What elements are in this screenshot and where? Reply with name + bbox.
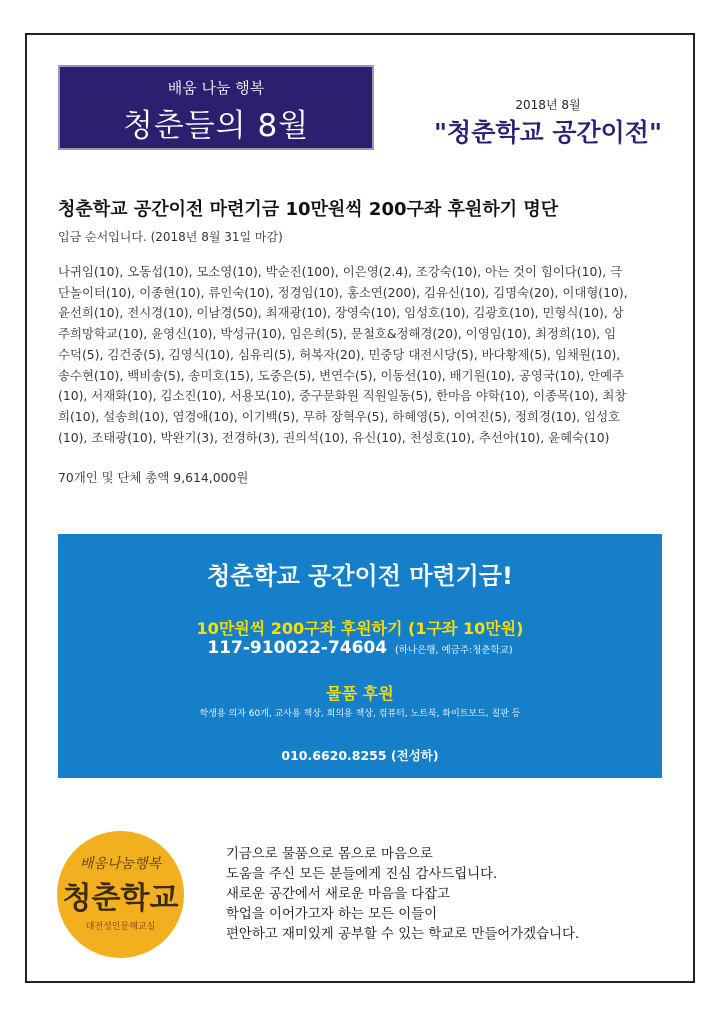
date-label: 2018년 8월 <box>515 98 581 112</box>
donation-call: 10만원씩 200구좌 후원하기 (1구좌 10만원) <box>196 619 524 638</box>
donor-line: 단놀이터(10), 이종현(10), 류인숙(10), 정경임(10), 홍소연(200), 김유신(10), 김명숙(20), 이대형(10), <box>58 284 628 300</box>
title-banner <box>58 65 374 150</box>
thanks-line: 기금으로 물품으로 몸으로 마음으로 <box>226 847 433 862</box>
thanks-message <box>226 845 686 945</box>
goods-list: 학생용 의자 60개, 교사용 책상, 회의용 책상, 컴퓨터, 노트북, 화이트보드, 칠판 등 <box>199 709 521 719</box>
donor-line: 윤선희(10), 전시경(10), 이남경(50), 최재광(10), 장영숙(10), 임성호(10), 김광호(10), 민형식(10), 상 <box>58 305 624 321</box>
thanks-line: 학업을 이어가고자 하는 모든 이들이 <box>226 907 438 922</box>
donor-line: 수덕(5), 김건중(5), 김영식(10), 심유리(5), 허복자(20), 민중당 대전시당(5), 바다황제(5), 임채원(10), <box>58 346 621 362</box>
donor-line: (10), 조태광(10), 박완기(3), 전경하(3), 권의석(10), 유신(10), 천성호(10), 추선아(10), 윤혜숙(10) <box>58 429 610 445</box>
goods-title: 물품 후원 <box>326 684 394 703</box>
donor-line: 나귀임(10), 오동섭(10), 모소영(10), 박순진(100), 이은영(2.4), 조강숙(10), 아는 것이 힘이다(10), 극 <box>58 264 623 279</box>
logo-tagline: 배움나눔행복 <box>79 856 162 872</box>
banner-title: 청춘들의 8월 <box>122 108 310 144</box>
logo-name: 청춘학교 <box>62 881 179 916</box>
account-note: (하나은행, 예금주:청춘학교) <box>395 645 513 656</box>
fundraising-panel <box>58 534 662 778</box>
logo-subtitle: 대전성인문해교실 <box>85 922 156 932</box>
donor-line: 희(10), 설송희(10), 염경애(10), 이기백(5), 무하 장혁우(5), 하혜영(5), 이여진(5), 정희경(10), 임성호 <box>58 408 621 424</box>
donor-line: (10), 서재화(10), 김소진(10), 서용모(10), 중구문화원 직원일동(5), 한마음 야학(10), 이종목(10), 최창 <box>58 388 627 404</box>
donation-total: 70개인 및 단체 총액 9,614,000원 <box>58 470 249 485</box>
bank-account <box>58 638 662 658</box>
account-number: 117-910022-74604 <box>207 638 388 658</box>
tagline: 배움 나눔 행복 <box>167 79 265 97</box>
thanks-line: 도움을 주신 모든 분들에게 진심 감사드립니다. <box>226 867 498 882</box>
panel-title: 청춘학교 공간이전 마련기금! <box>207 562 513 590</box>
thanks-line: 편안하고 재미있게 공부할 수 있는 학교로 만들어가겠습니다. <box>226 927 580 942</box>
project-title: "청춘학교 공간이전" <box>434 118 662 147</box>
contact-phone: 010.6620.8255 (전성하) <box>281 748 439 763</box>
school-logo <box>57 831 184 958</box>
thanks-line: 새로운 공간에서 새로운 마음을 다잡고 <box>226 887 450 902</box>
donor-line: 주희망학교(10), 윤영신(10), 박성규(10), 임은희(5), 문철호&정해경(20), 이영임(10), 최정희(10), 임 <box>58 326 617 342</box>
deposit-note: 입금 순서입니다. (2018년 8월 31일 마감) <box>58 230 283 244</box>
donor-line: 송수현(10), 백비송(5), 송미호(15), 도중은(5), 변연수(5), 이동선(10), 배기원(10), 공영국(10), 안예주 <box>58 367 625 383</box>
donor-list-heading: 청춘학교 공간이전 마련기금 10만원씩 200구좌 후원하기 명단 <box>58 199 559 220</box>
donor-list <box>58 262 668 448</box>
